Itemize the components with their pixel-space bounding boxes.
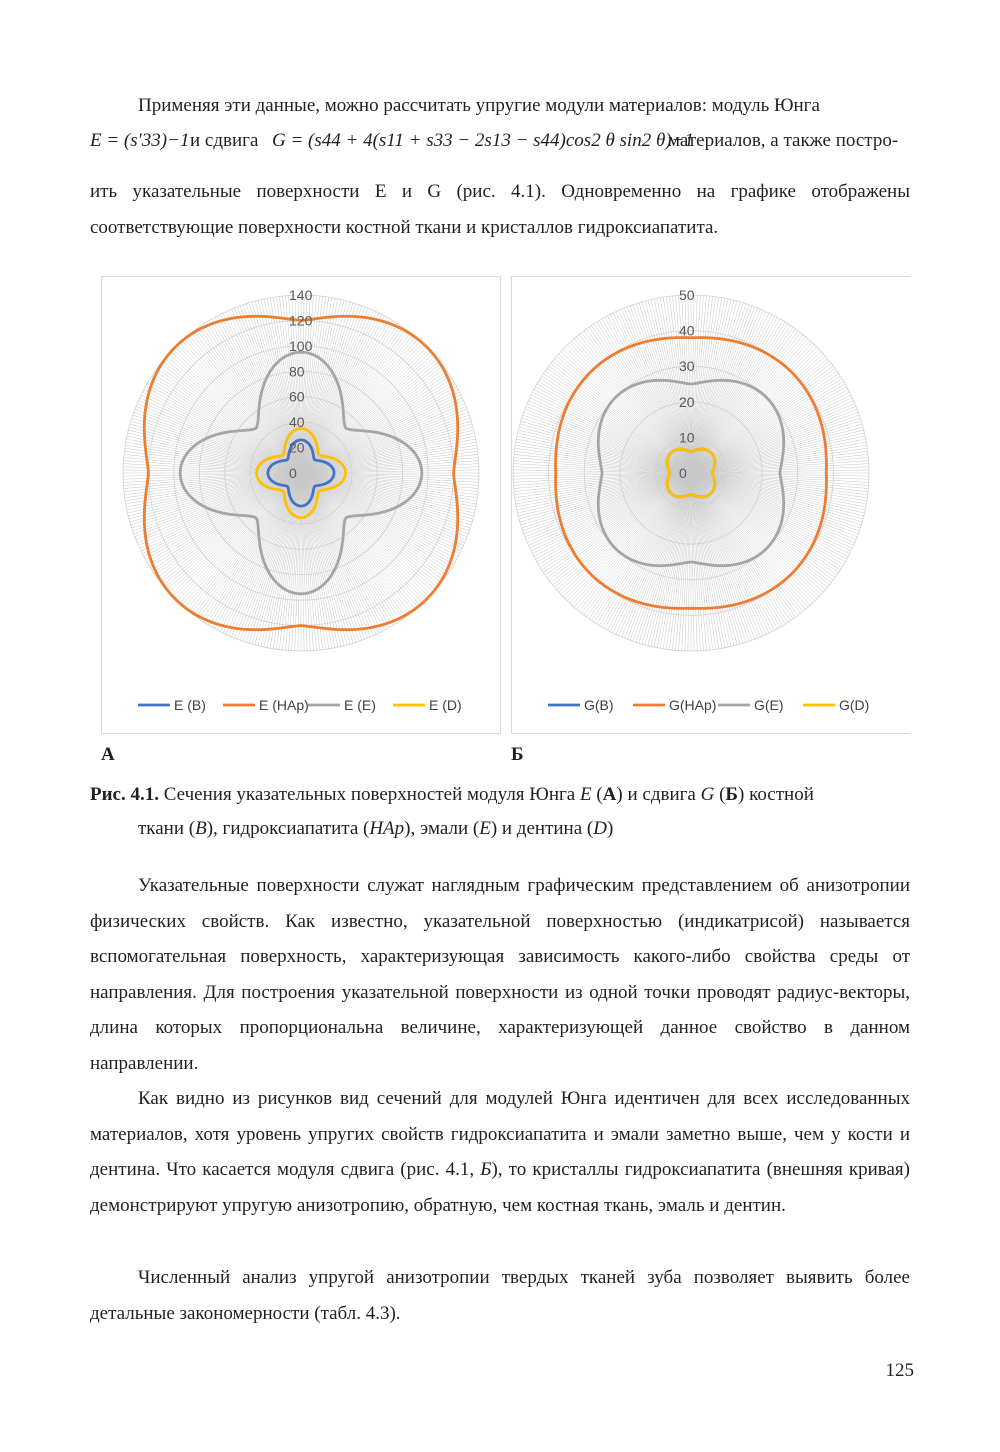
legend-label: G(B) [584, 697, 614, 713]
radar-spoke [150, 379, 301, 473]
caption-b: B [195, 818, 207, 839]
chart-b [511, 276, 910, 734]
radar-spoke [301, 379, 452, 473]
body-paragraph-3 [90, 1260, 910, 1331]
r-tick-label: 10 [679, 429, 695, 446]
body-p2-b: Б [480, 1159, 492, 1180]
legend-label: G(D) [839, 697, 870, 713]
body-p2b: ), то кристаллы гидроксиапатита (внешняя кривая) демонстрируют упругую анизотропию, обратную, чем костная ткань, эмаль и дентин. [90, 1159, 910, 1216]
caption-mid: и сдвига [627, 784, 696, 805]
body-paragraph-2 [90, 1081, 910, 1223]
formula-e: E = (s′33)−1 [90, 130, 190, 151]
formula-g: G = (s44 + 4(s11 + s33 − 2s13 − s44)cos2 θ sin2 θ)−1 [272, 130, 694, 151]
radar-spoke [207, 322, 301, 473]
legend-label: E (B) [174, 697, 206, 713]
legend-label: E (HAp) [259, 697, 309, 713]
r-tick-label: 20 [679, 393, 695, 410]
body-paragraph-1 [90, 868, 910, 1081]
caption-text4: ), гидроксиапатита ( [206, 818, 370, 839]
body-p2a: Как видно из рисунков вид сечений для модулей Юнга идентичен для всех исследованных материалов, хотя уровень упругих свойств гидроксиапатита и эмали заметно выше, чем у кости и дентина. Что касается модуля сдвига (рис. 4.1, [90, 1088, 910, 1180]
r-tick-label: 60 [289, 388, 305, 405]
intro-line1 [90, 88, 910, 124]
caption-g: G [700, 784, 715, 805]
r-tick-label: 100 [289, 337, 313, 354]
radar-spoke [207, 473, 301, 624]
legend-label: G(HAp) [669, 697, 717, 713]
r-tick-label: 0 [289, 465, 297, 481]
body-p3-text: Численный анализ упругой анизотропии твердых тканей зуба позволяет выявить более детальные закономерности (табл. 4.3). [90, 1267, 910, 1324]
caption-text7: ) [606, 818, 614, 839]
r-tick-label: 50 [679, 287, 695, 303]
panel-label-b: Б [511, 744, 524, 765]
intro-line1-text: Применяя эти данные, можно рассчитать упругие модули материалов: модуль Юнга [138, 95, 820, 116]
body-p1-text: Указательные поверхности служат наглядным графическим представлением об анизотропии физических свойств. Как известно, указательной поверхностью (индикатрисой) называется вспомогательная поверхность, характеризующая зависимость какого-либо свойства среды от направления. Для построения указательной поверхности из одной точки проводят радиус-векторы, длина которых пропорциональна величине, характеризующей данное свойство в данном направлении. [90, 875, 910, 1074]
chart-b-svg [512, 277, 910, 733]
caption-label: Рис. 4.1. [90, 784, 159, 805]
caption-e2: E [479, 818, 491, 839]
r-tick-label: 120 [289, 312, 313, 329]
formula-tail: материалов, а также постро- [668, 130, 899, 151]
r-tick-label: 80 [289, 363, 305, 380]
figure-caption: Рис. 4.1. Сечения указательных поверхностей модуля Юнга E (А) и сдвига G (Б) костной ткани (B), гидроксиапатита (HAp), эмали (E) и дентина (D) [90, 778, 910, 846]
r-tick-label: 0 [679, 465, 687, 481]
legend-label: E (E) [344, 697, 376, 713]
radar-spoke [301, 473, 395, 624]
r-tick-label: 40 [289, 414, 305, 431]
caption-line2 [90, 812, 910, 846]
legend-label: G(E) [754, 697, 784, 713]
r-tick-label: 20 [289, 439, 305, 456]
chart-a [101, 276, 501, 734]
caption-text5: ), эмали ( [404, 818, 480, 839]
page-number: 125 [885, 1360, 914, 1381]
formula-line [90, 130, 910, 160]
caption-text6: ) и дентина ( [490, 818, 594, 839]
radar-spoke [301, 322, 395, 473]
r-tick-label: 30 [679, 358, 695, 375]
caption-text1: Сечения указательных поверхностей модуля Юнга [163, 784, 576, 805]
chart-a-svg [102, 277, 500, 733]
r-tick-label: 140 [289, 287, 313, 303]
caption-hap: HAp [369, 818, 405, 839]
caption-a-mark: А [602, 784, 617, 805]
panel-label-a: А [101, 744, 115, 765]
caption-d: D [593, 818, 607, 839]
intro-line3: ить указательные поверхности E и G (рис. 4.1). Одновременно на графике отображены соответствующие поверхности костной ткани и кристаллов гидроксиапатита. [90, 181, 910, 238]
formula-joiner: и сдвига [190, 130, 259, 151]
legend-label: E (D) [429, 697, 462, 713]
radar-grid [513, 295, 869, 651]
caption-text3: ткани ( [138, 818, 196, 839]
r-tick-label: 40 [679, 322, 695, 339]
radar-spoke [150, 473, 301, 567]
radar-spoke [301, 473, 452, 567]
caption-e: E [579, 784, 592, 805]
caption-text2: костной [749, 784, 814, 805]
caption-b-mark: Б [725, 784, 738, 805]
